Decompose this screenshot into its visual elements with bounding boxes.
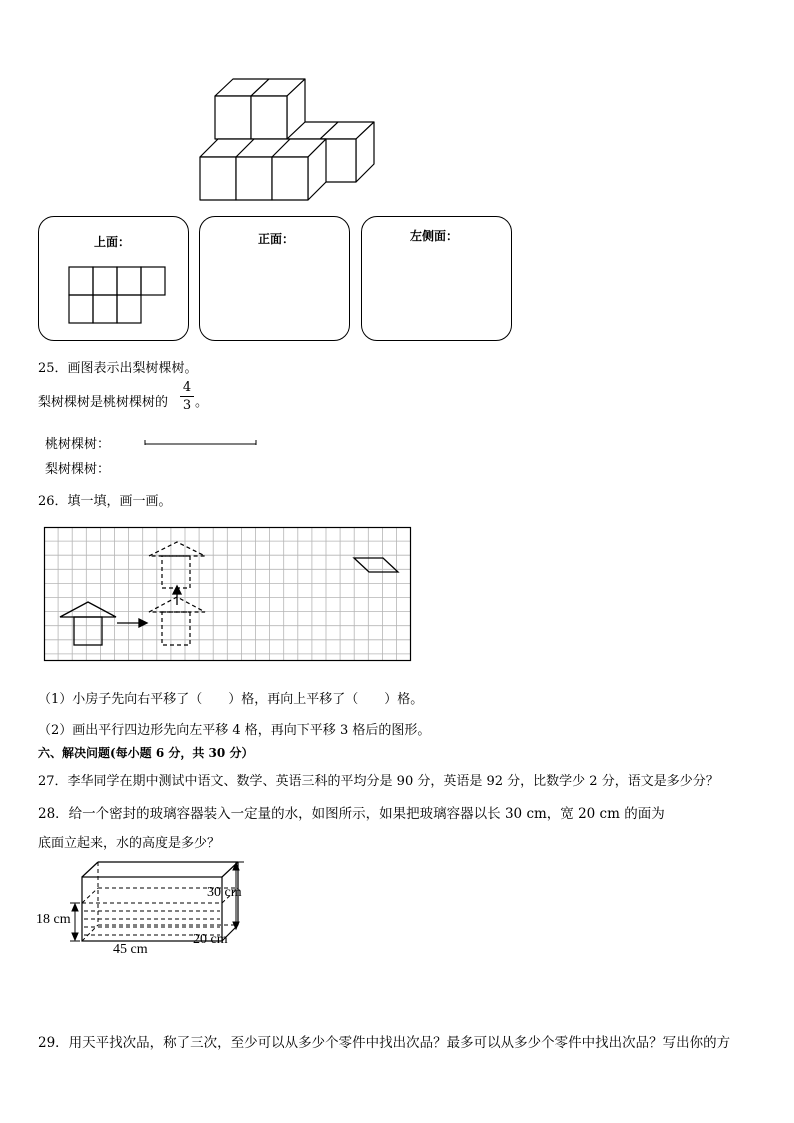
peach-tree-label: 桃树棵树： [45,437,111,452]
q25-fraction [180,379,194,414]
q28-line1: 28．给一个密封的玻璃容器装入一定量的水，如图所示，如果把玻璃容器以长 30 cm，宽 20 cm 的面为 [38,806,665,822]
front-view-label: 正面： [258,232,295,246]
dim-length-label: 45 cm [113,942,148,957]
q27-text: 27．李华同学在期中测试中语文、数学、英语三科的平均分是 90 分，英语是 92 分，比数学少 2 分，语文是多少分？ [38,774,719,789]
dim-water-label: 18 cm [36,912,71,927]
q26-sub1: （1）小房子先向右平移了（ ）格，再向上平移了（ ）格。 [38,692,424,707]
arrow-up-icon [173,586,181,605]
left-view-label: 左侧面： [410,229,459,243]
dashed-house-upper [149,542,205,588]
cube-front-3 [272,157,308,200]
peach-tree-segment [140,439,260,449]
top-view-label: 上面： [94,235,131,249]
parallelogram-shape [354,558,398,572]
q26-title: 26．填一填，画一画。 [38,494,172,509]
pear-tree-label: 梨树棵树： [45,462,111,477]
fraction-numerator: 4 [182,380,192,395]
fraction-denominator: 3 [182,398,192,413]
q26-sub2: （2）画出平行四边形先向左平移 4 格，再向下平移 3 格后的图形。 [38,723,431,738]
cube-top-left-front [215,96,251,139]
top-view-grid [60,260,180,330]
translation-grid-figure [44,527,414,663]
cube-front-top-strip [200,139,326,157]
water-height-dimension [70,903,80,941]
q29-text: 29．用天平找次品，称了三次，至少可以从多少个零件中找出次品？最多可以从多少个零件中找出次品？写出你的方 [38,1035,731,1051]
q25-statement-prefix: 梨树棵树是桃树棵树的 [38,395,169,410]
cube-front-2 [236,157,272,200]
cube-stack-figure [0,0,794,220]
q28-line2: 底面立起来，水的高度是多少？ [38,836,221,851]
dim-height-label: 30 cm [207,885,242,900]
section6-title: 六、解决问题(每小题 6 分，共 30 分） [38,746,254,760]
cube-top-right-front [251,96,287,139]
original-house [60,602,116,645]
cube-front-1 [200,157,236,200]
q25-title: 25．画图表示出梨树棵树。 [38,361,198,376]
q25-statement-suffix: 。 [195,395,209,410]
dim-width-label: 20 cm [193,932,228,947]
glass-container-figure [30,855,290,965]
